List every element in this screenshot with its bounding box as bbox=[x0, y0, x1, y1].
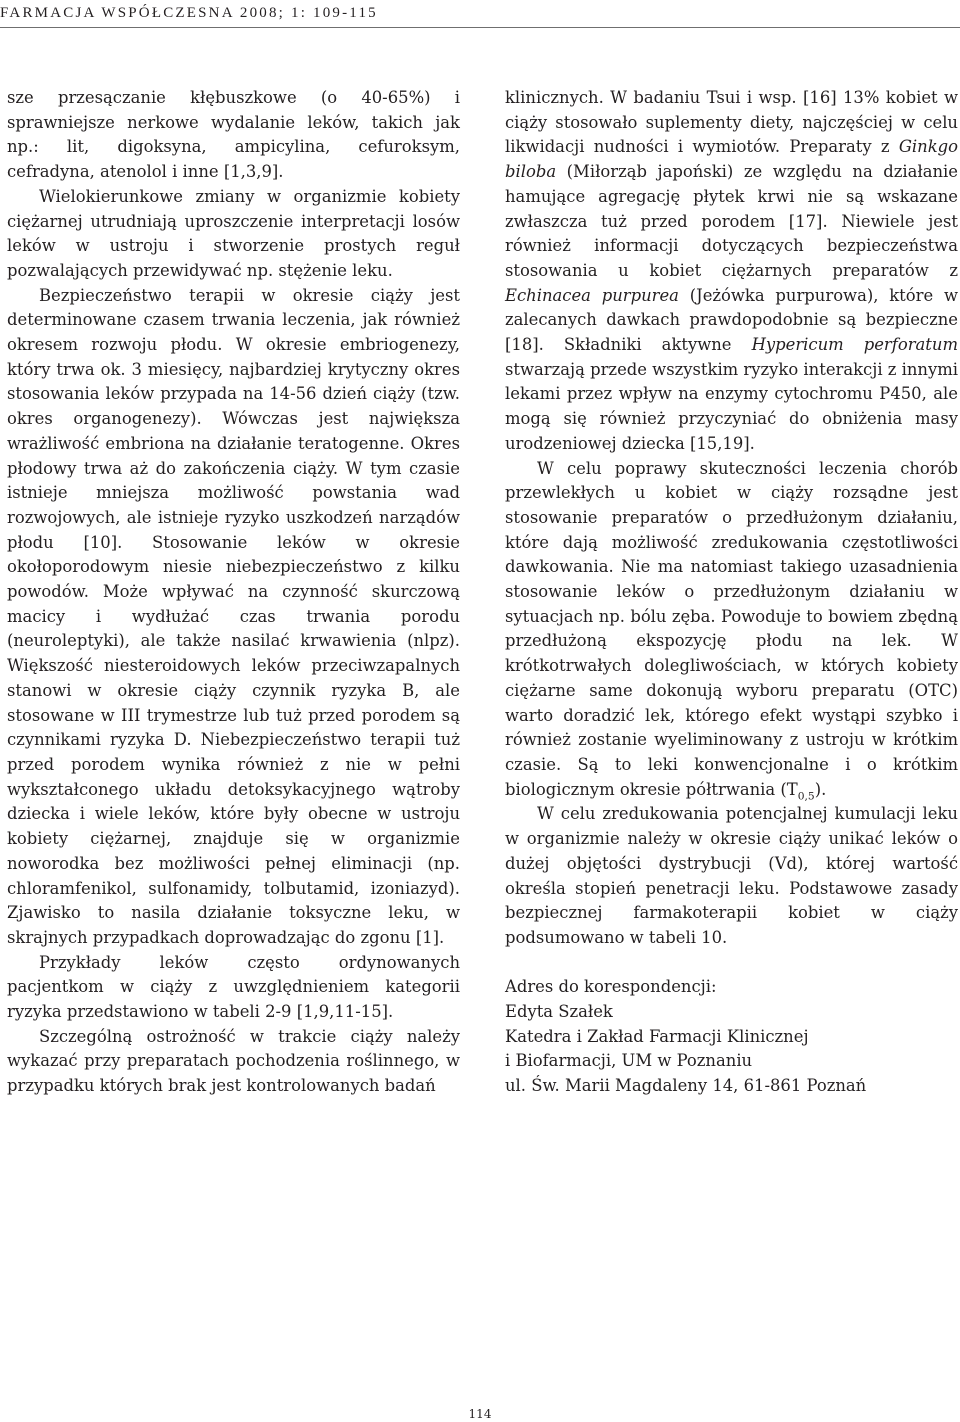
university: i Biofarmacji, UM w Poznaniu bbox=[505, 1051, 753, 1071]
right-column bbox=[505, 86, 958, 1099]
species-name: Echinacea purpurea bbox=[505, 285, 679, 305]
journal-title: FARMACJA WSPÓŁCZESNA bbox=[0, 5, 234, 21]
header-rule bbox=[0, 27, 960, 28]
text-run: ). bbox=[814, 779, 827, 799]
paragraph: Wielokierunkowe zmiany w organizmie kobiety ciężarnej utrudniają uproszczenie interpretacji losów leków w ustroju i stworzenie prostych reguł pozwalających przewidywać np. stężenie leku. bbox=[7, 186, 460, 280]
text-run: (Jeżówka purpurowa), które w zalecanych dawkach prawdopodobnie są bezpieczne [18]. Składniki aktywne bbox=[505, 285, 958, 355]
text-run: klinicznych. W badaniu Tsui i wsp. [16] 13% kobiet w ciąży stosowało suplementy diety, najczęściej w celu likwidacji nudności i wymiotów. Preparaty z bbox=[505, 88, 958, 157]
paragraph: Bezpieczeństwo terapii w okresie ciąży jest determinowane czasem trwania leczenia, jak również okresem rozwoju płodu. W okresie embriogenezy, który trwa ok. 3 miesięcy, najbardziej krytyczny okres stosowania leków przypada na 14-56 dzień ciąży (tzw. okres organogenezy). Wówczas jest największa wrażliwość embriona na działanie teratogenne. Okres płodowy trwa aż do zakończenia ciąży. W tym czasie istnieje mniejsza możliwość powstania wad rozwojowych, ale istnieje ryzyko uszkodzeń narządów płodu [10]. Stosowanie leków w okresie okołoporodowym niesie niebezpieczeństwo z kilku powodów. Może wpływać na czynność skurczową macicy i wydłużać czas trwania porodu (neuroleptyki), ale także nasilać krwawienia (nlpz). Większość niesteroidowych leków przeciwzapalnych stanowi w okresie ciąży czynnik ryzyka B, ale stosowane w III trymestrze lub tuż przed porodem są czynnikami ryzyka D. Niebezpieczeństwo terapii tuż przed porodem wynika również z nie w pełni wykształconego układu detoksykacyjnego wątroby dziecka i wiele leków, które były obecne w ustroju kobiety ciężarnej, znajduje się w organizmie noworodka bez możliwości pełnej eliminacji (np. chloramfenikol, sulfonamidy, tolbutamid, izoniazyd). Zjawisko to nasila działanie toksyczne leku, w skrajnych przypadkach doprowadzając do zgonu [1]. bbox=[7, 285, 460, 947]
species-name: Ginkgo biloba bbox=[505, 137, 958, 182]
paragraph: Szczególną ostrożność w trakcie ciąży należy wykazać przy preparatach pochodzenia roślinnego, w przypadku których brak jest kontrolowanych badań bbox=[7, 1026, 460, 1096]
paragraph bbox=[505, 457, 958, 803]
author-name: Edyta Szałek bbox=[505, 1002, 613, 1021]
page-number: 114 bbox=[468, 1407, 492, 1421]
left-column bbox=[7, 86, 460, 1099]
journal-citation: 2008; 1: 109-115 bbox=[239, 5, 378, 21]
paragraph: W celu zredukowania potencjalnej kumulacji leku w organizmie należy w okresie ciąży unikać leków o dużej objętości dystrybucji (Vd), której wartość określa stopień penetracji leku. Podstawowe zasady bezpiecznej farmakoterapii kobiet w ciąży podsumowano w tabeli 10. bbox=[505, 804, 958, 947]
correspondence-address bbox=[505, 975, 958, 1099]
subscript: 0,5 bbox=[797, 788, 815, 802]
address-label: Adres do korespondencji: bbox=[505, 977, 717, 997]
text-run: stwarzają przede wszystkim ryzyko interakcji z innymi lekami przez wpływ na enzymy cytochromu P450, ale mogą się również przyczyniać do obniżenia masy urodzeniowej dziecka [15,19]. bbox=[505, 359, 959, 453]
running-header bbox=[0, 0, 378, 26]
department: Katedra i Zakład Farmacji Klinicznej bbox=[505, 1026, 809, 1046]
text-run: W celu poprawy skuteczności leczenia chorób przewlekłych u kobiet w ciąży rozsądne jest stosowanie preparatów o przedłużonym działaniu, które dają możliwość zredukowania częstotliwości dawkowania. Nie ma natomiast takiego uzasadnienia stosowanie leków o przedłużonym działaniu w sytuacjach np. bólu zęba. Powoduje to bowiem zbędną przedłużoną ekspozycję płodu na lek. W krótkotrwałych dolegliwościach, w których kobiety ciężarne same dokonują wyboru preparatu (OTC) warto doradzić lek, którego efekt wystąpi szybko i również zostanie wyeliminowany z ustroju w krótkim czasie. Są to leki konwencjonalne i o krótkim biologicznym okresie półtrwania (T bbox=[505, 458, 958, 799]
paragraph: Przykłady leków często ordynowanych pacjentkom w ciąży z uwzględnieniem kategorii ryzyka przedstawiono w tabeli 2-9 [1,9,11-15]. bbox=[7, 952, 460, 1022]
street-address: ul. Św. Marii Magdaleny 14, 61-861 Poznań bbox=[505, 1076, 867, 1096]
text-run: (Miłorząb japoński) ze względu na działanie hamujące agregację płytek krwi nie są wskazane zwłaszcza tuż przed porodem [17]. Niewiele jest również informacji dotyczących bezpieczeństwa stosowania u kobiet ciężarnych preparatów z bbox=[505, 162, 958, 280]
paragraph: sze przesączanie kłębuszkowe (o 40-65%) i sprawniejsze nerkowe wydalanie leków, takich jak np.: lit, digoksyna, ampicylina, cefuroksym, cefradyna, atenolol i inne [1,3,9]. bbox=[7, 88, 460, 182]
species-name: Hypericum perforatum bbox=[751, 335, 958, 355]
paragraph bbox=[505, 86, 958, 457]
